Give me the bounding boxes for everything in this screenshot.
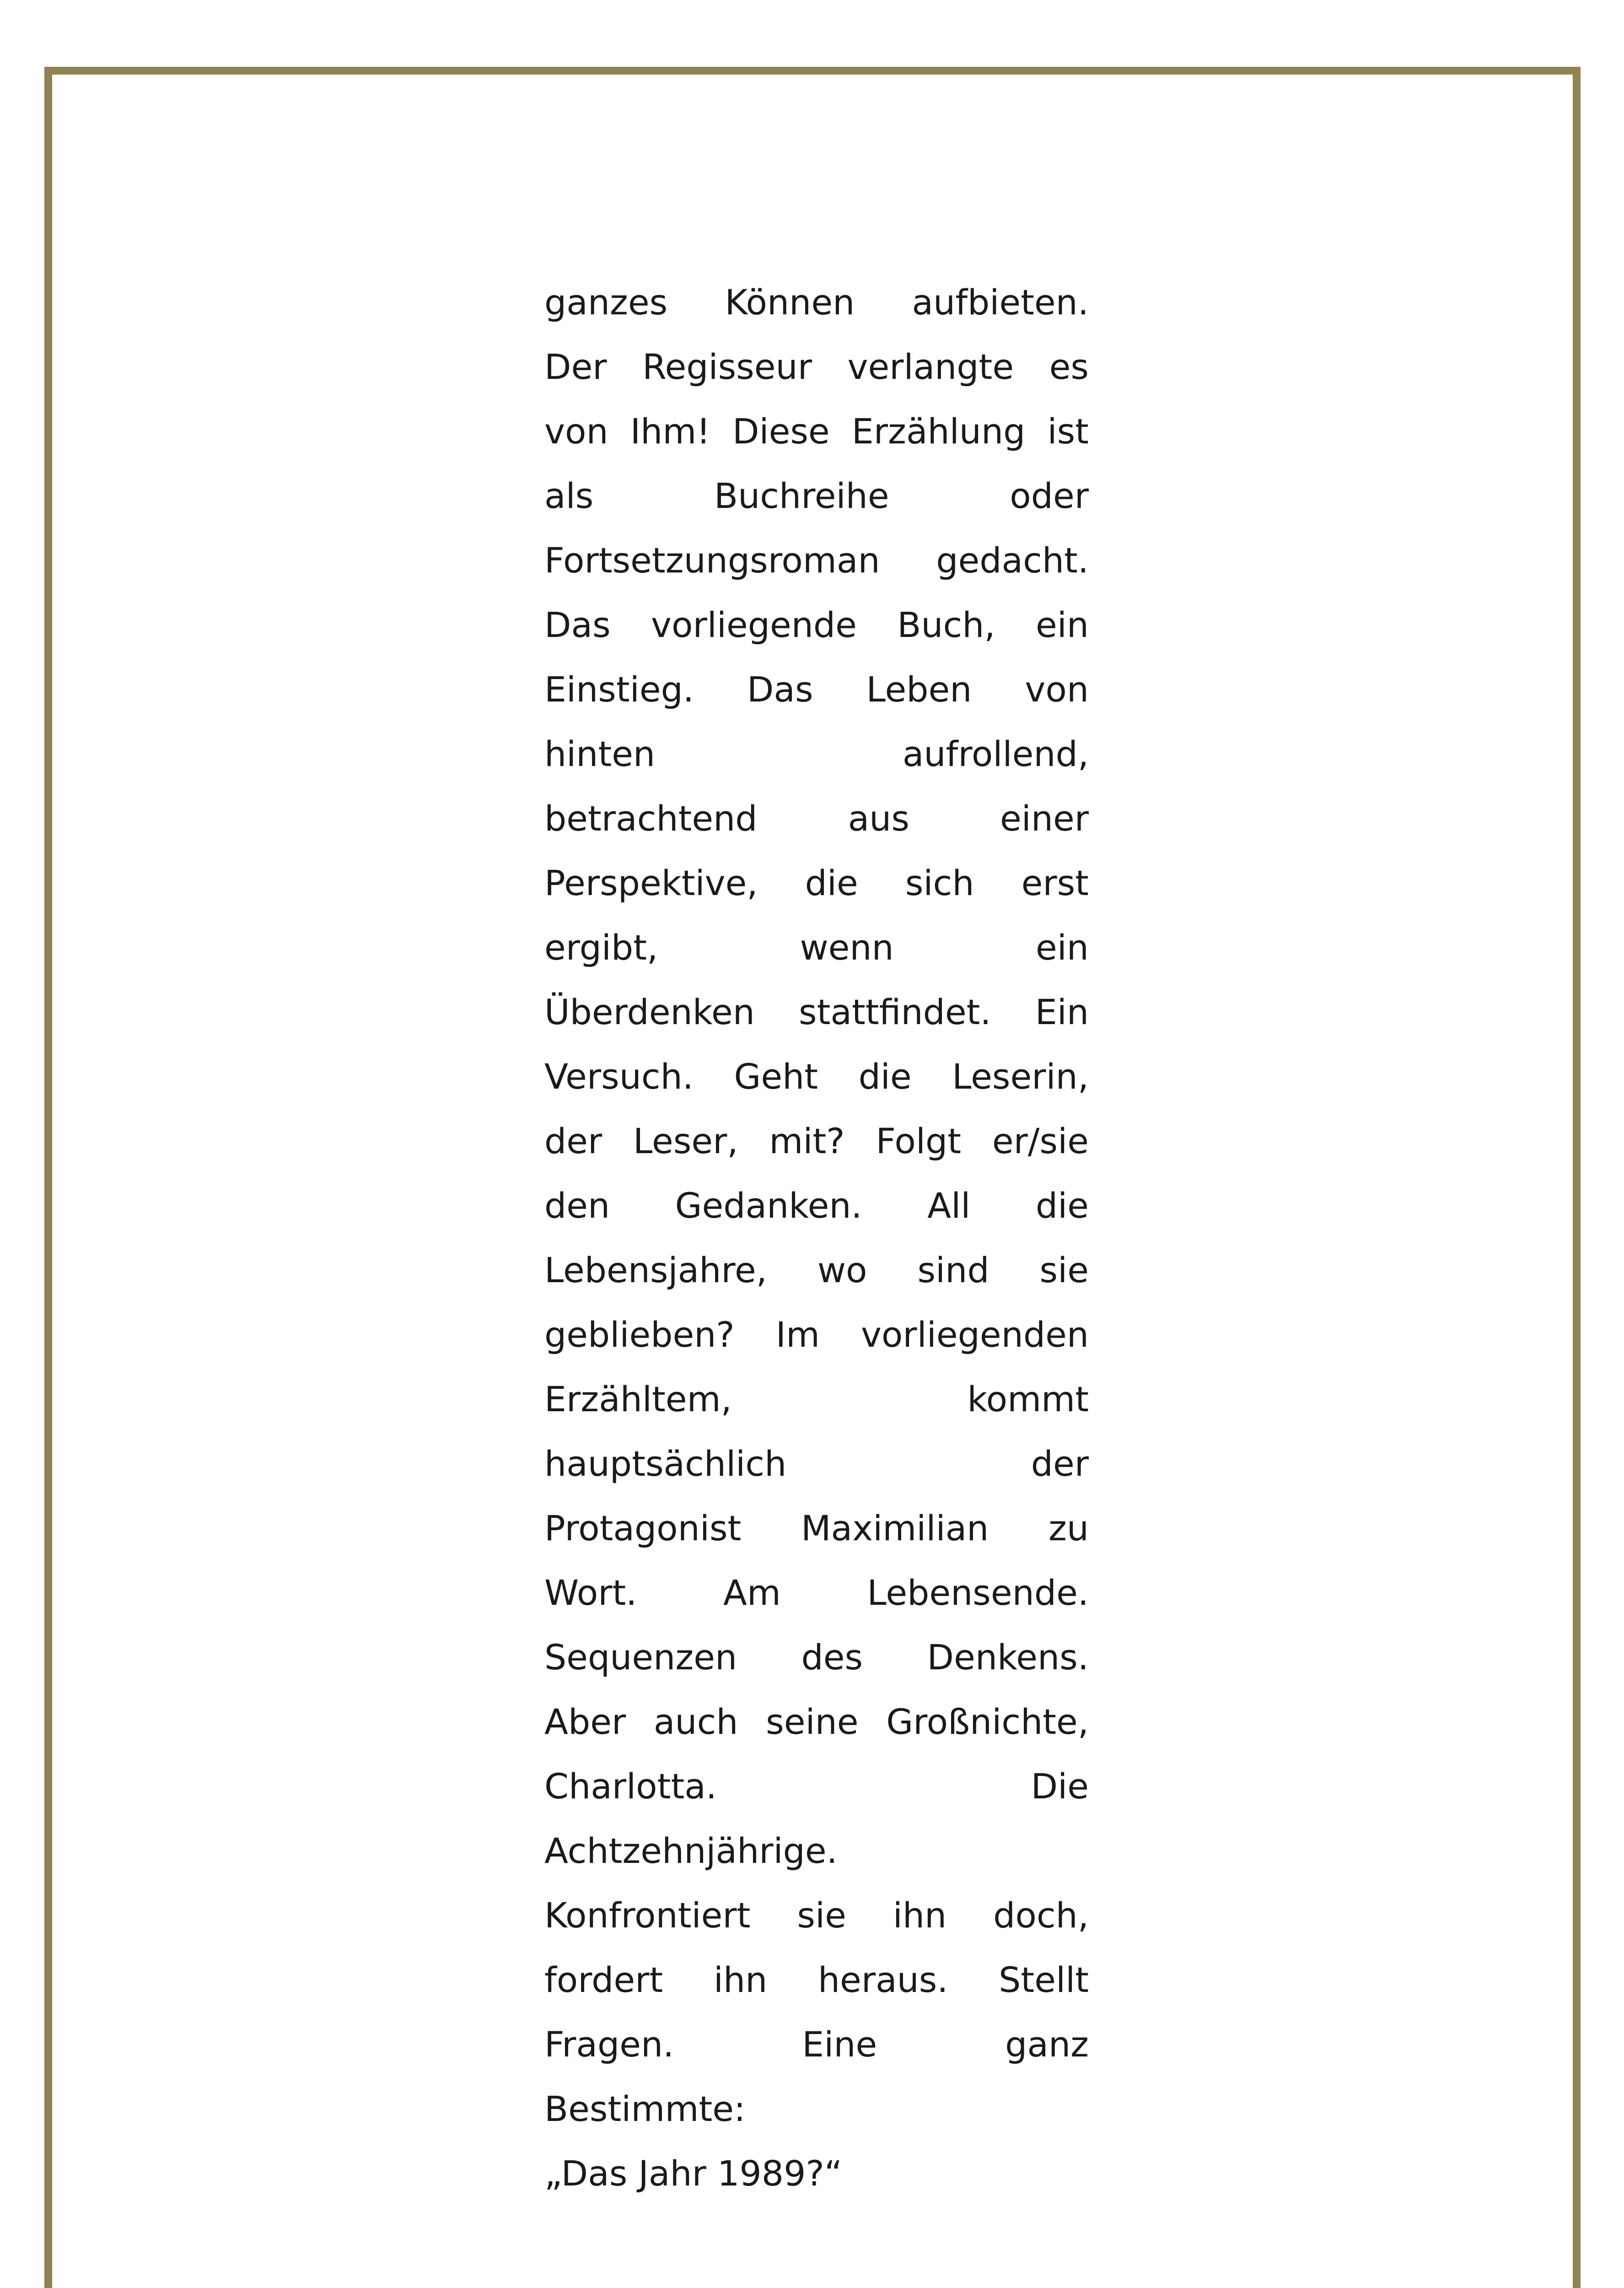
text-word: die xyxy=(1035,1185,1089,1226)
text-word: von xyxy=(1025,669,1089,710)
text-line xyxy=(544,270,1089,335)
text-word: hauptsächlich xyxy=(544,1443,787,1484)
text-line xyxy=(544,786,1089,851)
text-word: Stellt xyxy=(999,1959,1089,2000)
text-line xyxy=(544,915,1089,980)
text-word: heraus. xyxy=(817,1959,948,2000)
text-word: zu xyxy=(1048,1508,1089,1549)
text-word: Leserin, xyxy=(952,1056,1089,1097)
text-word: aus xyxy=(848,798,909,839)
text-word: einer xyxy=(1000,798,1089,839)
text-word: ganzes xyxy=(544,282,668,323)
text-word: Konfrontiert xyxy=(544,1895,751,1936)
text-word: All xyxy=(927,1185,971,1226)
text-word: Folgt xyxy=(876,1121,962,1161)
text-word: Ein xyxy=(1035,992,1089,1032)
text-word: sie xyxy=(1039,1250,1089,1290)
text-word: stattfindet. xyxy=(799,992,991,1032)
text-word: Maximilian xyxy=(801,1508,989,1549)
text-word: Aber xyxy=(544,1701,626,1742)
text-word: Charlotta. xyxy=(544,1766,717,1807)
text-word: Erzähltem, xyxy=(544,1379,732,1419)
text-word: hinten xyxy=(544,734,656,774)
text-line xyxy=(544,593,1089,657)
text-line xyxy=(544,1367,1089,1431)
text-word: ein xyxy=(1035,927,1089,968)
text-word: ganz xyxy=(1005,2024,1089,2065)
text-line xyxy=(544,1238,1089,1302)
text-line xyxy=(544,657,1089,722)
text-word: vorliegenden xyxy=(860,1314,1089,1355)
text-word: ihn xyxy=(713,1959,768,2000)
text-word: aufrollend, xyxy=(902,734,1089,774)
text-word: Leser, xyxy=(633,1121,738,1161)
text-line xyxy=(544,722,1089,786)
text-word: kommt xyxy=(967,1379,1089,1419)
text-word: Können xyxy=(725,282,855,323)
text-word: Denkens. xyxy=(927,1637,1089,1678)
text-line xyxy=(544,1173,1089,1238)
text-line xyxy=(544,399,1089,464)
text-word: sie xyxy=(797,1895,846,1936)
text-word: den xyxy=(544,1185,610,1226)
text-word: Buch, xyxy=(897,604,995,645)
text-word: Perspektive, xyxy=(544,863,758,903)
text-word: geblieben? xyxy=(544,1314,735,1355)
text-line xyxy=(544,1302,1089,1367)
text-word: Wort. xyxy=(544,1572,637,1613)
text-word: ist xyxy=(1047,411,1089,452)
text-word: Leben xyxy=(866,669,972,710)
text-line xyxy=(544,1754,1089,1819)
text-word: Die xyxy=(1031,1766,1089,1807)
text-word: aufbieten. xyxy=(912,282,1089,323)
text-word: doch, xyxy=(993,1895,1089,1936)
text-word: ergibt, xyxy=(544,927,658,968)
text-line xyxy=(544,1689,1089,1754)
text-word: Erzählung xyxy=(851,411,1026,452)
text-word: oder xyxy=(1010,475,1089,516)
text-word: Buchreihe xyxy=(714,475,889,516)
text-word: sich xyxy=(905,863,974,903)
text-word: Ihm! xyxy=(630,411,710,452)
text-word: Großnichte, xyxy=(886,1701,1089,1742)
text-word: der xyxy=(1031,1443,1089,1484)
text-word: ein xyxy=(1035,604,1089,645)
text-word: Protagonist xyxy=(544,1508,742,1549)
text-word: als xyxy=(544,475,594,516)
text-word: Gedanken. xyxy=(675,1185,862,1226)
text-line xyxy=(544,980,1089,1044)
text-word: von xyxy=(544,411,608,452)
text-word: die xyxy=(858,1056,912,1097)
text-word: sind xyxy=(917,1250,989,1290)
text-word: Geht xyxy=(734,1056,818,1097)
text-line xyxy=(544,1560,1089,1625)
text-word: Das xyxy=(747,669,813,710)
text-word: Versuch. xyxy=(544,1056,694,1097)
text-line xyxy=(544,1431,1089,1496)
text-word: Lebensjahre, xyxy=(544,1250,767,1290)
text-line xyxy=(544,528,1089,593)
text-word: erst xyxy=(1021,863,1089,903)
text-word: Regisseur xyxy=(642,346,812,387)
text-line xyxy=(544,2012,1089,2077)
text-word: fordert xyxy=(544,1959,663,2000)
text-word: er/sie xyxy=(992,1121,1089,1161)
text-word: Lebensende. xyxy=(867,1572,1089,1613)
text-word: Im xyxy=(775,1314,820,1355)
text-line xyxy=(544,1883,1089,1948)
text-word: vorliegende xyxy=(651,604,857,645)
text-word: die xyxy=(805,863,858,903)
text-word: Diese xyxy=(732,411,830,452)
text-line xyxy=(544,1948,1089,2012)
text-line: Bestimmte: xyxy=(544,2088,746,2129)
text-word: Das xyxy=(544,604,611,645)
text-word: des xyxy=(801,1637,863,1678)
text-line: „Das Jahr 1989?“ xyxy=(544,2153,843,2194)
text-line xyxy=(544,851,1089,915)
text-line xyxy=(544,1625,1089,1689)
text-word: Überdenken xyxy=(544,992,755,1032)
text-word: seine xyxy=(766,1701,859,1742)
text-line: Achtzehnjährige. xyxy=(544,1830,838,1871)
text-word: Einstieg. xyxy=(544,669,694,710)
text-line xyxy=(544,1496,1089,1560)
text-word: der xyxy=(544,1121,602,1161)
text-line xyxy=(544,1044,1089,1109)
text-word: wo xyxy=(817,1250,867,1290)
body-text-column xyxy=(544,270,1089,2206)
text-word: wenn xyxy=(800,927,894,968)
text-line xyxy=(544,335,1089,399)
text-line xyxy=(544,1109,1089,1173)
text-word: auch xyxy=(653,1701,738,1742)
text-word: Der xyxy=(544,346,607,387)
text-word: mit? xyxy=(769,1121,845,1161)
text-word: ihn xyxy=(893,1895,947,1936)
text-word: gedacht. xyxy=(936,540,1089,581)
text-line xyxy=(544,464,1089,528)
text-word: es xyxy=(1049,346,1089,387)
text-word: Fragen. xyxy=(544,2024,674,2065)
text-word: Eine xyxy=(802,2024,877,2065)
text-word: betrachtend xyxy=(544,798,758,839)
text-word: Am xyxy=(723,1572,781,1613)
text-word: Fortsetzungsroman xyxy=(544,540,880,581)
text-word: verlangte xyxy=(847,346,1014,387)
text-word: Sequenzen xyxy=(544,1637,737,1678)
